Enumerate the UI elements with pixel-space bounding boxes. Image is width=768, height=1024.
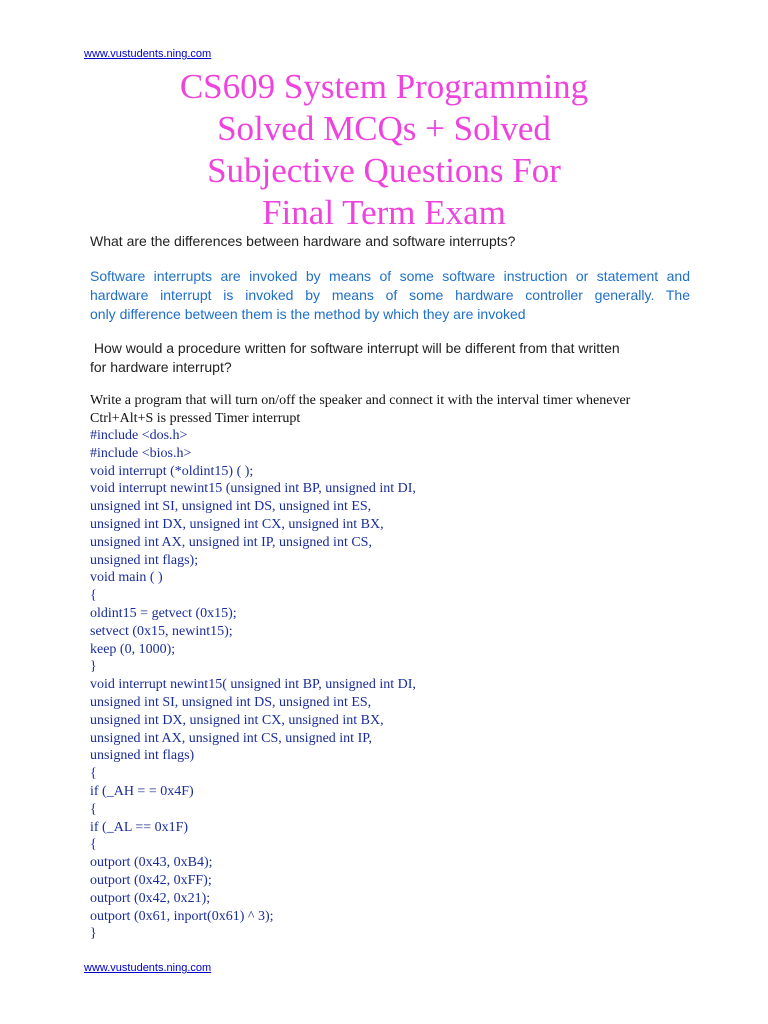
code-line: #include <bios.h>: [90, 445, 192, 461]
code-line: unsigned int DX, unsigned int CX, unsigned int BX,: [90, 712, 384, 728]
title-line: Subjective Questions For: [207, 151, 561, 190]
answer-line: Software interrupts are invoked by means of some software instruction or statement and: [90, 268, 690, 284]
answer-line: hardware interrupt is invoked by means of some hardware controller generally. The: [90, 287, 690, 303]
code-line: outport (0x61, inport(0x61) ^ 3);: [90, 908, 274, 924]
code-line: void interrupt newint15 (unsigned int BP, unsigned int DI,: [90, 481, 416, 497]
code-line: void interrupt (*oldint15) ( );: [90, 463, 254, 479]
code-line: unsigned int flags);: [90, 552, 199, 568]
header-site-link[interactable]: www.vustudents.ning.com: [84, 48, 212, 60]
prompt-line: Write a program that will turn on/off the speaker and connect it with the interval timer whenever: [90, 393, 631, 408]
code-line: unsigned int SI, unsigned int DS, unsigned int ES,: [90, 694, 372, 710]
code-line: {: [90, 801, 97, 817]
code-line: }: [90, 659, 97, 675]
program-prompt: [90, 392, 690, 428]
title-line: CS609 System Programming: [179, 67, 589, 106]
document-title: [150, 66, 618, 234]
code-line: unsigned int SI, unsigned int DS, unsigned int ES,: [90, 499, 372, 515]
title-line: Solved MCQs + Solved: [217, 109, 551, 148]
code-line: outport (0x42, 0x21);: [90, 890, 211, 906]
title-line: Final Term Exam: [262, 193, 506, 232]
question-line: How would a procedure written for software interrupt will be different from that written: [90, 340, 620, 356]
answer-1: [90, 267, 690, 324]
code-line: {: [90, 837, 97, 853]
answer-line: only difference between them is the method by which they are invoked: [90, 306, 526, 322]
code-line: unsigned int AX, unsigned int CS, unsigned int IP,: [90, 730, 372, 746]
code-line: outport (0x43, 0xB4);: [90, 855, 213, 871]
code-line: unsigned int DX, unsigned int CX, unsigned int BX,: [90, 516, 384, 532]
code-listing: [90, 427, 690, 943]
code-line: oldint15 = getvect (0x15);: [90, 605, 237, 621]
code-line: }: [90, 926, 97, 942]
code-line: void main ( ): [90, 570, 163, 586]
code-line: #include <dos.h>: [90, 428, 188, 443]
code-line: setvect (0x15, newint15);: [90, 623, 233, 639]
question-line: for hardware interrupt?: [90, 359, 232, 375]
code-line: outport (0x42, 0xFF);: [90, 872, 212, 888]
footer-site-link[interactable]: www.vustudents.ning.com: [84, 962, 212, 974]
question-2: [90, 339, 690, 377]
code-line: void interrupt newint15( unsigned int BP, unsigned int DI,: [90, 677, 416, 693]
code-line: if (_AL == 0x1F): [90, 819, 189, 835]
code-line: keep (0, 1000);: [90, 641, 176, 657]
code-line: {: [90, 588, 97, 604]
code-line: unsigned int flags): [90, 748, 195, 764]
question-1: What are the differences between hardware and software interrupts?: [90, 233, 516, 249]
code-line: if (_AH = = 0x4F): [90, 783, 194, 799]
code-line: unsigned int AX, unsigned int IP, unsigned int CS,: [90, 534, 372, 550]
code-line: {: [90, 766, 97, 782]
prompt-line: Ctrl+Alt+S is pressed Timer interrupt: [90, 410, 301, 426]
